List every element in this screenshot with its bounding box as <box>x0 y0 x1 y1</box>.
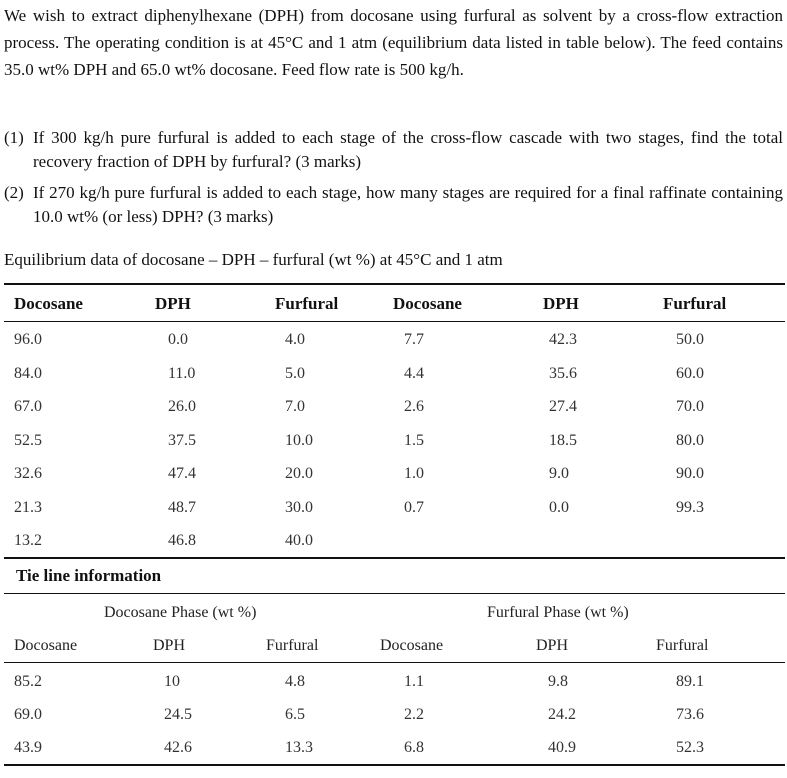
eq-cell: 4.4 <box>404 365 424 382</box>
eq-cell: 60.0 <box>676 365 704 382</box>
eq-cell: 99.3 <box>676 499 704 516</box>
eq-cell: 10.0 <box>285 432 313 449</box>
eq-cell: 67.0 <box>14 398 42 415</box>
eq-table-top-rule <box>4 283 785 285</box>
eq-cell: 9.0 <box>549 465 569 482</box>
eq-header-docosane-2: Docosane <box>393 294 462 313</box>
eq-cell: 70.0 <box>676 398 704 415</box>
eq-cell: 96.0 <box>14 331 42 348</box>
tie-header-furfural-2: Furfural <box>656 637 709 654</box>
question-2 <box>4 181 783 229</box>
tie-group-furfural-phase: Furfural Phase (wt %) <box>487 604 629 621</box>
tie-table-bottom-rule <box>4 764 785 766</box>
eq-cell: 32.6 <box>14 465 42 482</box>
eq-header-dph: DPH <box>155 294 191 313</box>
tie-cell: 42.6 <box>164 739 192 756</box>
eq-cell: 5.0 <box>285 365 305 382</box>
eq-cell: 2.6 <box>404 398 424 415</box>
eq-cell: 84.0 <box>14 365 42 382</box>
eq-cell: 0.7 <box>404 499 424 516</box>
tie-cell: 6.5 <box>285 706 305 723</box>
tie-cell: 43.9 <box>14 739 42 756</box>
question-1-number: (1) <box>4 128 24 147</box>
tie-cell: 69.0 <box>14 706 42 723</box>
eq-cell: 0.0 <box>168 331 188 348</box>
tie-cell: 52.3 <box>676 739 704 756</box>
tie-cell: 24.5 <box>164 706 192 723</box>
eq-cell: 21.3 <box>14 499 42 516</box>
question-2-number: (2) <box>4 183 24 202</box>
tie-header-dph-2: DPH <box>536 637 569 654</box>
tie-cell: 40.9 <box>548 739 576 756</box>
problem-intro: We wish to extract diphenylhexane (DPH) from docosane using furfural as solvent by a cross-flow extraction process. The operating condition is at 45°C and 1 atm (equilibrium data listed in table below). The feed contains 35.0 wt% DPH and 65.0 wt% docosane. Feed flow rate is 500 kg/h. <box>4 6 783 79</box>
eq-cell: 7.0 <box>285 398 305 415</box>
eq-header-docosane: Docosane <box>14 294 83 313</box>
tie-header-docosane-2: Docosane <box>380 637 444 654</box>
tie-cell: 73.6 <box>676 706 704 723</box>
eq-cell: 50.0 <box>676 331 704 348</box>
question-1-text: If 300 kg/h pure furfural is added to each stage of the cross-flow cascade with two stages, find the total recovery fraction of DPH by furfural? (3 marks) <box>33 128 783 171</box>
eq-cell: 80.0 <box>676 432 704 449</box>
tie-cell: 9.8 <box>548 673 568 690</box>
table-caption: Equilibrium data of docosane – DPH – furfural (wt %) at 45°C and 1 atm <box>4 250 503 269</box>
tie-cell: 13.3 <box>285 739 313 756</box>
eq-cell: 7.7 <box>404 331 424 348</box>
eq-cell: 1.5 <box>404 432 424 449</box>
tie-header-dph: DPH <box>153 637 186 654</box>
eq-cell: 18.5 <box>549 432 577 449</box>
eq-cell: 13.2 <box>14 532 42 549</box>
tie-cell: 2.2 <box>404 706 424 723</box>
question-1 <box>4 126 783 174</box>
tie-group-docosane-phase: Docosane Phase (wt %) <box>104 604 257 621</box>
eq-header-furfural-2: Furfural <box>663 294 727 313</box>
eq-table-bottom-rule <box>4 557 785 559</box>
eq-cell: 46.8 <box>168 532 196 549</box>
eq-table-header-rule <box>4 321 785 322</box>
tie-cell: 89.1 <box>676 673 704 690</box>
tie-cell: 85.2 <box>14 673 42 690</box>
tie-cell: 24.2 <box>548 706 576 723</box>
eq-header-furfural: Furfural <box>275 294 339 313</box>
eq-cell: 1.0 <box>404 465 424 482</box>
tie-header-docosane: Docosane <box>14 637 78 654</box>
eq-cell: 37.5 <box>168 432 196 449</box>
eq-header-dph-2: DPH <box>543 294 579 313</box>
eq-cell: 26.0 <box>168 398 196 415</box>
eq-cell: 20.0 <box>285 465 313 482</box>
eq-cell: 90.0 <box>676 465 704 482</box>
tie-cell: 10 <box>164 673 180 690</box>
eq-cell: 27.4 <box>549 398 577 415</box>
tie-cell: 6.8 <box>404 739 424 756</box>
eq-cell: 11.0 <box>168 365 196 382</box>
tie-cell: 4.8 <box>285 673 305 690</box>
tie-table-top-rule <box>4 593 785 594</box>
eq-cell: 35.6 <box>549 365 577 382</box>
tie-cell: 1.1 <box>404 673 424 690</box>
eq-cell: 47.4 <box>168 465 196 482</box>
eq-cell: 0.0 <box>549 499 569 516</box>
tie-table-header-rule <box>4 662 785 663</box>
eq-cell: 4.0 <box>285 331 305 348</box>
eq-cell: 48.7 <box>168 499 196 516</box>
question-2-text: If 270 kg/h pure furfural is added to each stage, how many stages are required for a final raffinate containing 10.0 wt% (or less) DPH? (3 marks) <box>33 183 783 226</box>
tie-line-title: Tie line information <box>16 566 162 585</box>
tie-header-furfural: Furfural <box>266 637 319 654</box>
eq-cell: 52.5 <box>14 432 42 449</box>
eq-cell: 40.0 <box>285 532 313 549</box>
eq-cell: 30.0 <box>285 499 313 516</box>
eq-cell: 42.3 <box>549 331 577 348</box>
